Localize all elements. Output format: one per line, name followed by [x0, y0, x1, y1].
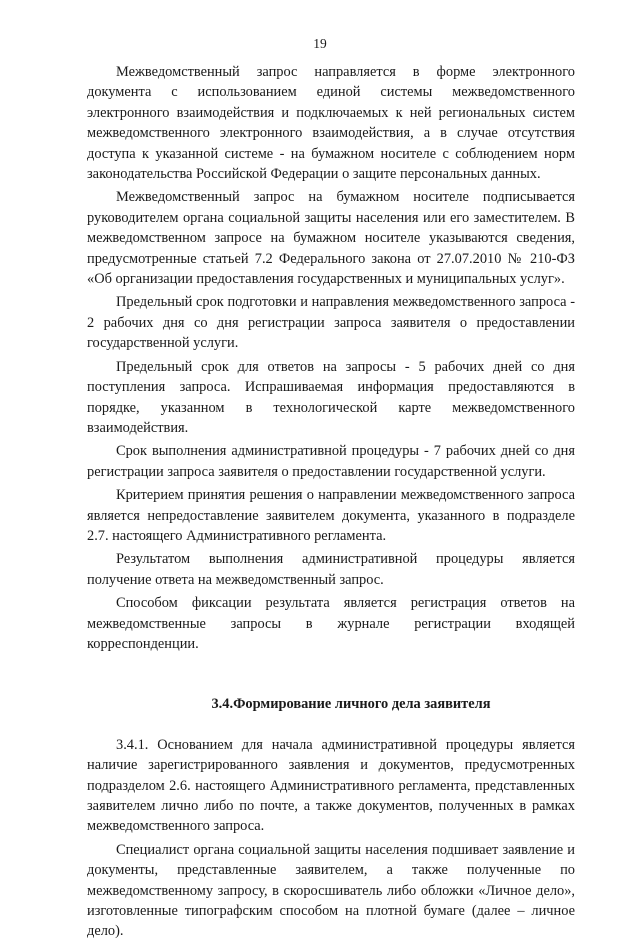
- paragraph-personal-file: Специалист органа социальной защиты населения подшивает заявление и документы, представленные заявителем, а также полученные по межведомственному запросу, в скоросшиватель либо обложки «Личное дело», изготовленные типографским способом на плотной бумаге (далее – личное дело).: [87, 841, 575, 940]
- paragraph-procedure-result: Результатом выполнения административной процедуры является получение ответа на межведомственный запрос.: [87, 551, 575, 588]
- paragraph-electronic-request: Межведомственный запрос направляется в форме электронного документа с использованием единой системы межведомственного электронного взаимодействия и подключаемых к ней региональных систем межведомственного электронного взаимодействия, а в случае отсутствия доступа к указанной системе - на бумажном носителе с соблюдением норм законодательства Российской Федерации о защите персональных данных.: [87, 64, 575, 183]
- section-heading: 3.4.Формирование личного дела заявителя: [211, 696, 491, 713]
- paragraph-response-deadline: Предельный срок для ответов на запросы - 5 рабочих дней со дня поступления запроса. Испрашиваемая информация предоставляются в порядке, указанном в технологической карте межведомственного взаимодействия.: [87, 358, 575, 436]
- paragraph-procedure-duration: Срок выполнения административной процедуры - 7 рабочих дней со дня регистрации запроса заявителя о предоставлении государственной услуги.: [87, 443, 575, 480]
- paragraph-request-deadline: Предельный срок подготовки и направления межведомственного запроса - 2 рабочих дня со дня регистрации запроса заявителя о предоставлении государственной услуги.: [87, 294, 575, 352]
- paragraph-procedure-basis: 3.4.1. Основанием для начала административной процедуры является наличие зарегистрированного заявления и документов, предусмотренных подразделом 2.6. настоящего Административного регламента, представленных заявителем лично либо по почте, а также документов, полученных в рамках межведомственного запроса.: [87, 736, 575, 835]
- page-number: 19: [313, 36, 327, 51]
- paragraph-result-recording: Способом фиксации результата является регистрация ответов на межведомственные запросы в журнале регистрации входящей корреспонденции.: [87, 595, 575, 652]
- paragraph-decision-criterion: Критерием принятия решения о направлении межведомственного запроса является непредоставление заявителем документа, указанного в подразделе 2.7. настоящего Административного регламента.: [87, 487, 575, 544]
- document-body: [87, 62, 575, 945]
- paragraph-paper-request: Межведомственный запрос на бумажном носителе подписывается руководителем органа социальной защиты населения или его заместителем. В межведомственном запросе на бумажном носителе указываются сведения, предусмотренные статьей 7.2 Федерального закона от 27.07.2010 № 210-ФЗ «Об организации предоставления государственных и муниципальных услуг».: [87, 189, 575, 288]
